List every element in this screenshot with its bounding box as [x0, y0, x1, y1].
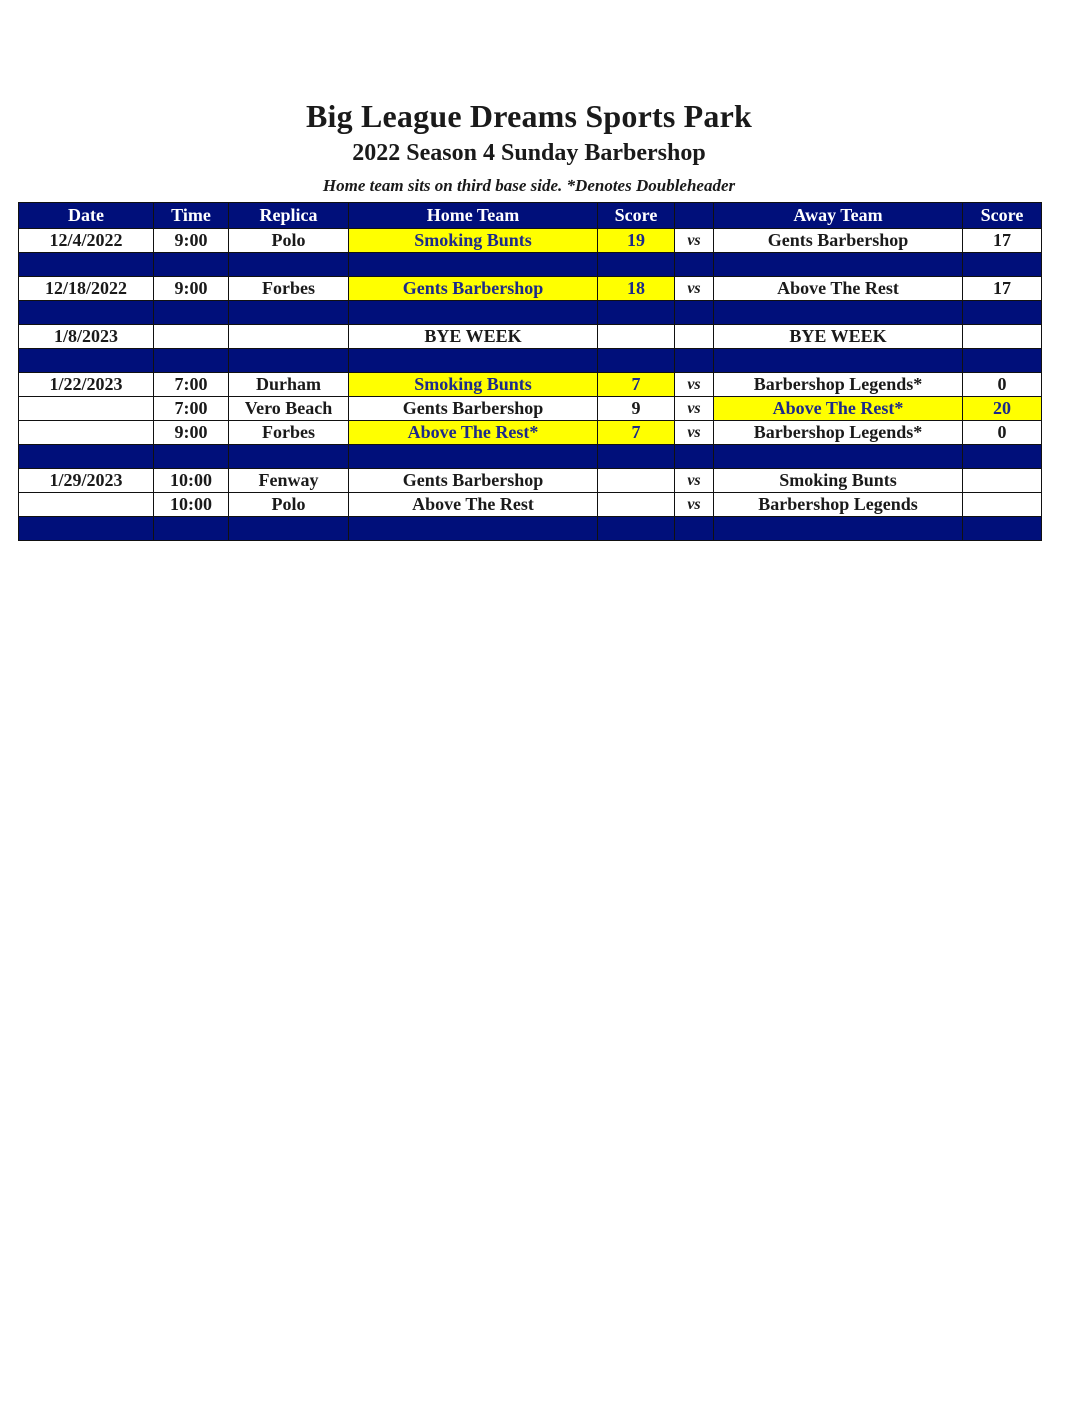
- spacer-cell: [19, 253, 154, 277]
- cell-replica: Durham: [229, 373, 349, 397]
- cell-away-team: Barbershop Legends*: [714, 421, 963, 445]
- cell-away-team: Gents Barbershop: [714, 229, 963, 253]
- cell-replica: [229, 325, 349, 349]
- cell-date: [19, 421, 154, 445]
- column-header-home-team: Home Team: [349, 203, 598, 229]
- schedule-table: [18, 202, 1042, 541]
- spacer-cell: [714, 445, 963, 469]
- spacer-cell: [675, 349, 714, 373]
- cell-away-score: 17: [963, 229, 1042, 253]
- column-header-home-score: Score: [598, 203, 675, 229]
- column-header-replica: Replica: [229, 203, 349, 229]
- cell-away-score: [963, 325, 1042, 349]
- cell-replica: Polo: [229, 229, 349, 253]
- spacer-cell: [963, 517, 1042, 541]
- spacer-cell: [675, 517, 714, 541]
- spacer-cell: [19, 445, 154, 469]
- column-header-away-score: Score: [963, 203, 1042, 229]
- spacer-cell: [154, 349, 229, 373]
- cell-away-score: 17: [963, 277, 1042, 301]
- spacer-cell: [714, 349, 963, 373]
- column-header-date: Date: [19, 203, 154, 229]
- page-title: Big League Dreams Sports Park: [305, 98, 753, 134]
- cell-home-team: Gents Barbershop: [349, 469, 598, 493]
- game-row: [19, 421, 1042, 445]
- cell-away-team: BYE WEEK: [714, 325, 963, 349]
- spacer-cell: [349, 445, 598, 469]
- spacer-cell: [19, 349, 154, 373]
- cell-vs: vs: [675, 229, 714, 253]
- cell-home-score: [598, 493, 675, 517]
- cell-vs: vs: [675, 373, 714, 397]
- cell-date: 12/18/2022: [19, 277, 154, 301]
- spacer-cell: [598, 349, 675, 373]
- spacer-cell: [598, 445, 675, 469]
- cell-vs: vs: [675, 397, 714, 421]
- cell-away-team: Barbershop Legends*: [714, 373, 963, 397]
- cell-away-team: Above The Rest*: [714, 397, 963, 421]
- cell-home-team: Smoking Bunts: [349, 229, 598, 253]
- spacer-cell: [349, 349, 598, 373]
- cell-away-score: 20: [963, 397, 1042, 421]
- cell-away-score: 0: [963, 373, 1042, 397]
- schedule-note: Home team sits on third base side. *Denotes Doubleheader: [322, 176, 736, 195]
- game-row: [19, 493, 1042, 517]
- cell-time: 10:00: [154, 493, 229, 517]
- column-header-away-team: Away Team: [714, 203, 963, 229]
- spacer-cell: [229, 349, 349, 373]
- cell-replica: Forbes: [229, 421, 349, 445]
- cell-home-team: Above The Rest*: [349, 421, 598, 445]
- cell-home-team: Gents Barbershop: [349, 277, 598, 301]
- spacer-cell: [154, 445, 229, 469]
- cell-replica: Vero Beach: [229, 397, 349, 421]
- cell-time: 9:00: [154, 421, 229, 445]
- spacer-cell: [229, 253, 349, 277]
- header-row: [19, 203, 1042, 229]
- cell-home-team: BYE WEEK: [349, 325, 598, 349]
- cell-date: 1/22/2023: [19, 373, 154, 397]
- cell-time: 9:00: [154, 277, 229, 301]
- game-row: [19, 373, 1042, 397]
- cell-time: 9:00: [154, 229, 229, 253]
- cell-date: 1/29/2023: [19, 469, 154, 493]
- spacer-row: [19, 445, 1042, 469]
- page-subtitle: 2022 Season 4 Sunday Barbershop: [352, 140, 706, 166]
- spacer-cell: [598, 253, 675, 277]
- cell-home-score: 7: [598, 373, 675, 397]
- cell-time: [154, 325, 229, 349]
- cell-replica: Fenway: [229, 469, 349, 493]
- cell-home-team: Above The Rest: [349, 493, 598, 517]
- spacer-row: [19, 301, 1042, 325]
- cell-vs: vs: [675, 421, 714, 445]
- cell-away-score: 0: [963, 421, 1042, 445]
- column-header-time: Time: [154, 203, 229, 229]
- spacer-cell: [154, 301, 229, 325]
- spacer-cell: [963, 349, 1042, 373]
- cell-home-team: Smoking Bunts: [349, 373, 598, 397]
- cell-away-score: [963, 469, 1042, 493]
- cell-date: 12/4/2022: [19, 229, 154, 253]
- cell-time: 10:00: [154, 469, 229, 493]
- cell-date: [19, 397, 154, 421]
- cell-home-score: 9: [598, 397, 675, 421]
- spacer-cell: [963, 301, 1042, 325]
- cell-replica: Forbes: [229, 277, 349, 301]
- game-row: [19, 229, 1042, 253]
- cell-date: 1/8/2023: [19, 325, 154, 349]
- spacer-cell: [154, 253, 229, 277]
- spacer-row: [19, 517, 1042, 541]
- spacer-row: [19, 253, 1042, 277]
- cell-time: 7:00: [154, 397, 229, 421]
- spacer-cell: [349, 301, 598, 325]
- cell-home-score: 19: [598, 229, 675, 253]
- schedule-body: [19, 229, 1042, 541]
- spacer-cell: [229, 517, 349, 541]
- spacer-cell: [598, 517, 675, 541]
- spacer-cell: [714, 517, 963, 541]
- spacer-cell: [229, 301, 349, 325]
- cell-home-score: 7: [598, 421, 675, 445]
- game-row: [19, 277, 1042, 301]
- cell-away-score: [963, 493, 1042, 517]
- cell-vs: [675, 325, 714, 349]
- cell-vs: vs: [675, 469, 714, 493]
- cell-away-team: Above The Rest: [714, 277, 963, 301]
- cell-away-team: Barbershop Legends: [714, 493, 963, 517]
- spacer-cell: [675, 301, 714, 325]
- cell-home-team: Gents Barbershop: [349, 397, 598, 421]
- spacer-cell: [154, 517, 229, 541]
- spacer-cell: [229, 445, 349, 469]
- spacer-cell: [598, 301, 675, 325]
- cell-home-score: [598, 325, 675, 349]
- spacer-cell: [19, 301, 154, 325]
- cell-home-score: [598, 469, 675, 493]
- spacer-cell: [963, 253, 1042, 277]
- spacer-cell: [675, 445, 714, 469]
- cell-vs: vs: [675, 493, 714, 517]
- spacer-cell: [19, 517, 154, 541]
- cell-replica: Polo: [229, 493, 349, 517]
- cell-time: 7:00: [154, 373, 229, 397]
- spacer-cell: [349, 517, 598, 541]
- spacer-cell: [714, 253, 963, 277]
- spacer-cell: [349, 253, 598, 277]
- cell-home-score: 18: [598, 277, 675, 301]
- cell-date: [19, 493, 154, 517]
- cell-away-team: Smoking Bunts: [714, 469, 963, 493]
- cell-vs: vs: [675, 277, 714, 301]
- game-row: [19, 469, 1042, 493]
- spacer-cell: [963, 445, 1042, 469]
- spacer-row: [19, 349, 1042, 373]
- game-row: [19, 397, 1042, 421]
- spacer-cell: [675, 253, 714, 277]
- game-row: [19, 325, 1042, 349]
- spacer-cell: [714, 301, 963, 325]
- column-header-vs: [675, 203, 714, 229]
